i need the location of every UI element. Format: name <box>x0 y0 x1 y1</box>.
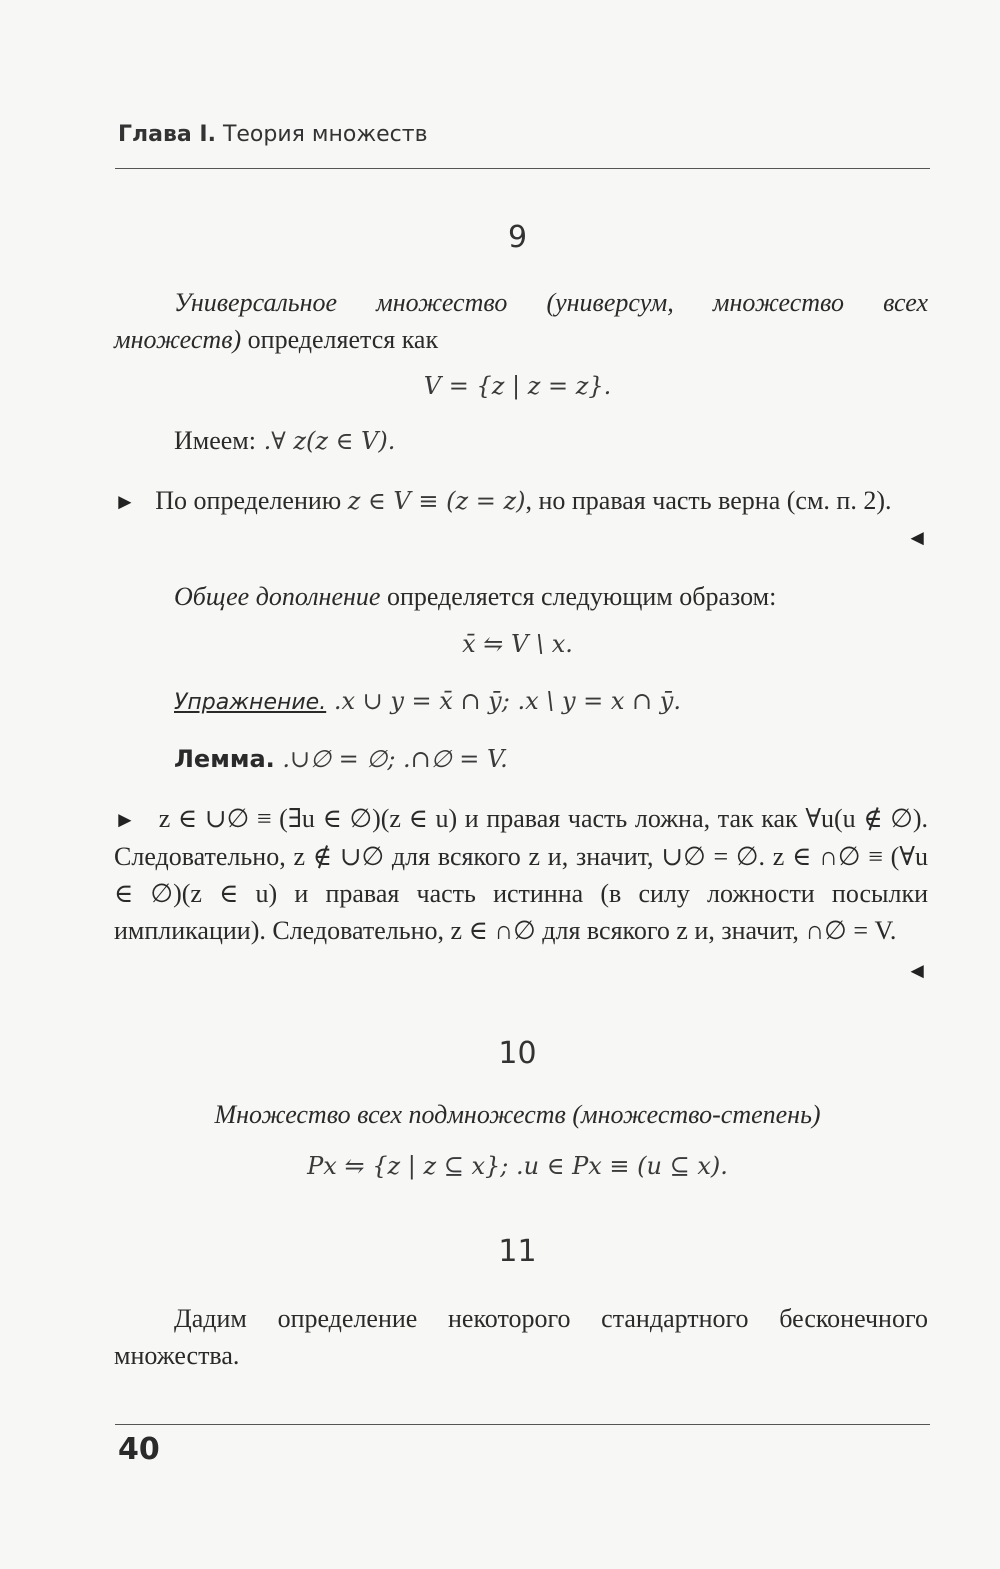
proof-2 <box>114 800 929 983</box>
exercise <box>114 682 928 721</box>
proof-2-start-marker: ► <box>114 807 136 832</box>
section-number-10: 10 <box>498 1036 537 1071</box>
proof-2-end-marker: ◄ <box>906 958 928 983</box>
infinite-set-intro: Дадим определение некоторого стандартного бесконечного множества. <box>114 1304 928 1370</box>
lemma-label: Лемма. <box>174 745 275 773</box>
section-number-9: 9 <box>507 220 528 255</box>
exercise-label: Упражнение. <box>174 690 327 715</box>
formula-complement: x̄ ⇋ V \ x. <box>462 630 573 658</box>
universal-set-term: Универсальное множество (универсум, множество всех множеств) <box>114 288 928 354</box>
proof-1-text-b: , но правая часть верна (см. п. 2). <box>525 486 892 515</box>
universal-set-definition <box>114 284 928 358</box>
chapter-title: Теория множеств <box>222 122 428 147</box>
lemma <box>114 740 928 778</box>
proof-1-formula: z ∈ V ≡ (z = z) <box>347 487 526 515</box>
have-formula: .∀ z(z ∈ V). <box>256 427 396 455</box>
universal-set-text: определяется как <box>241 325 439 354</box>
power-set-title <box>0 1100 1000 1130</box>
proof-end-marker: ◄ <box>906 525 928 550</box>
exercise-formula: .x ∪ y = x̄ ∩ ȳ; .x \ y = x ∩ ȳ. <box>326 687 681 715</box>
proof-2-text: z ∈ ∪∅ ≡ (∃u ∈ ∅)(z ∈ u) и правая часть ложна, так как ∀u(u ∉ ∅). Следовательно, z ∉ ∪∅ для всякого z и, значит, ∪∅ = ∅. z ∈ ∩∅ ≡ (∀u ∈ ∅)(z ∈ u) и правая часть истинна (в силу ложности посылки импликации). Следовательно, z ∈ ∩∅ для всякого z и, значит, ∩∅ = V. <box>114 804 929 945</box>
complement-definition <box>114 578 928 615</box>
proof-1-text-a: По определению <box>155 486 348 515</box>
formula-universal-set: V = {z | z = z}. <box>423 372 612 400</box>
complement-term: Общее дополнение <box>174 582 381 611</box>
running-header <box>118 122 428 147</box>
have-line <box>114 422 928 460</box>
complement-text: определяется следующим образом: <box>380 582 777 611</box>
lemma-formula: .∪∅ = ∅; .∩∅ = V. <box>274 745 508 773</box>
have-label: Имеем: <box>174 426 256 455</box>
footer-rule <box>115 1424 930 1425</box>
chapter-label: Глава I. <box>118 122 216 147</box>
header-rule <box>115 168 930 169</box>
proof-start-marker: ► <box>114 489 136 514</box>
formula-power-set: Px ⇋ {z | z ⊆ x}; .u ∈ Px ≡ (u ⊆ x). <box>307 1152 728 1180</box>
section-number-11: 11 <box>498 1234 537 1269</box>
power-set-term: Множество всех подмножеств (множество-степень) <box>214 1100 821 1129</box>
page-number: 40 <box>118 1432 160 1467</box>
proof-1 <box>114 482 928 550</box>
